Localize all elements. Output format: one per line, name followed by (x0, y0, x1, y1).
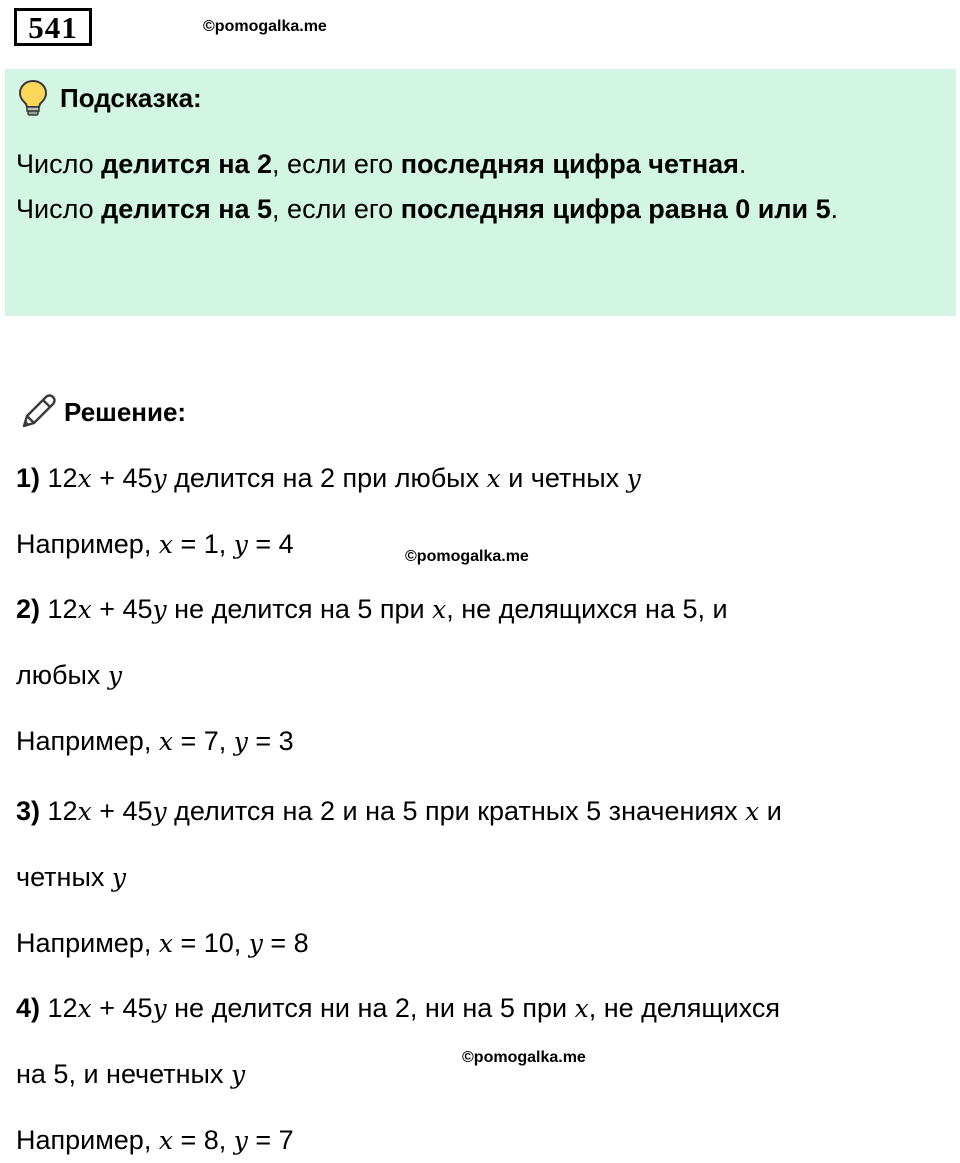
math-var: y (248, 929, 263, 958)
math-var: y (230, 1060, 246, 1089)
expr-plus: + (91, 993, 123, 1023)
hint-line-1-bold: делится на 2 (101, 149, 273, 179)
example-value: = 7, (172, 726, 234, 756)
item-text: , не делящихся (588, 993, 780, 1023)
hint-line-2 (16, 187, 941, 232)
example-value: = 10, (172, 928, 249, 958)
lightbulb-icon (18, 79, 48, 117)
hint-line-1-bold: последняя цифра четная (400, 149, 739, 179)
math-var: y (233, 1126, 248, 1155)
item-text: и (759, 796, 782, 826)
solution-item-4 (16, 990, 780, 1027)
math-var: x (745, 797, 760, 826)
math-var: y (111, 863, 126, 892)
hint-text (16, 142, 941, 232)
math-var: y (152, 994, 167, 1023)
hint-line-1 (16, 142, 941, 187)
item-text: любых (16, 660, 108, 690)
math-var: x (77, 797, 92, 826)
expr-plus: + (91, 796, 123, 826)
item-text: и четных (500, 463, 627, 493)
math-var: y (233, 530, 248, 559)
expr-coef: 45 (122, 796, 153, 826)
example-value: = 3 (247, 726, 294, 756)
hint-line-2-text: , если его (272, 194, 401, 224)
example-value: = 8 (262, 928, 309, 958)
item-text: не делится на 5 при (166, 594, 433, 624)
math-var: x (486, 464, 501, 493)
expr-coef: 45 (122, 993, 153, 1023)
expr-coef: 12 (47, 993, 78, 1023)
solution-item-2-cont (16, 657, 122, 694)
watermark: ©pomogalka.me (405, 548, 529, 565)
example-prefix: Например, (16, 529, 159, 559)
example-2 (16, 723, 294, 760)
math-var: x (158, 530, 173, 559)
math-var: y (107, 661, 123, 690)
example-value: = 7 (247, 1125, 294, 1155)
solution-item-3-cont (16, 859, 126, 896)
math-var: x (158, 1126, 173, 1155)
watermark: ©pomogalka.me (462, 1049, 586, 1066)
solution-header (18, 392, 186, 432)
math-var: y (152, 464, 167, 493)
watermark: ©pomogalka.me (203, 18, 327, 35)
math-var: x (158, 727, 173, 756)
math-var: x (158, 929, 173, 958)
math-var: x (77, 464, 92, 493)
item-text: на 5, и нечетных (16, 1059, 231, 1089)
hint-line-1-text: , если его (272, 149, 401, 179)
example-1 (16, 526, 294, 563)
pencil-icon (18, 392, 58, 432)
hint-line-2-text: Число (16, 194, 102, 224)
example-value: = 8, (172, 1125, 234, 1155)
expr-coef: 12 (47, 594, 78, 624)
math-var: y (152, 797, 167, 826)
solution-title: Решение: (64, 396, 187, 427)
expr-coef: 12 (47, 463, 78, 493)
example-value: = 4 (247, 529, 294, 559)
hint-line-2-bold: последняя цифра равна 0 или 5 (400, 194, 831, 224)
hint-title: Подсказка: (60, 82, 202, 113)
math-var: x (574, 994, 589, 1023)
hint-line-1-text: Число (16, 149, 102, 179)
expr-plus: + (91, 463, 123, 493)
math-var: x (77, 994, 92, 1023)
item-text: четных (16, 862, 112, 892)
problem-number: 541 (14, 8, 92, 46)
example-prefix: Например, (16, 726, 159, 756)
hint-line-2-text: . (830, 194, 839, 224)
expr-coef: 45 (122, 594, 153, 624)
item-text: не делится ни на 2, ни на 5 при (166, 993, 575, 1023)
example-value: = 1, (172, 529, 234, 559)
item-text: делится на 2 и на 5 при кратных 5 значениях (166, 796, 746, 826)
example-prefix: Например, (16, 928, 159, 958)
solution-item-1 (16, 460, 641, 497)
item-text: , не делящихся на 5, и (446, 594, 728, 624)
item-label: 2) (16, 594, 41, 624)
expr-plus: + (91, 594, 123, 624)
item-label: 3) (16, 796, 41, 826)
item-text: делится на 2 при любых (166, 463, 487, 493)
hint-line-1-text: . (738, 149, 747, 179)
hint-line-2-bold: делится на 5 (101, 194, 273, 224)
item-label: 1) (16, 463, 41, 493)
solution-item-4-cont (16, 1056, 245, 1093)
math-var: y (152, 595, 167, 624)
math-var: x (77, 595, 92, 624)
math-var: y (626, 464, 641, 493)
expr-coef: 45 (122, 463, 153, 493)
expr-coef: 12 (47, 796, 78, 826)
item-label: 4) (16, 993, 41, 1023)
example-3 (16, 925, 309, 962)
math-var: x (432, 595, 447, 624)
hint-header (18, 78, 202, 118)
math-var: y (233, 727, 248, 756)
solution-item-3 (16, 793, 782, 830)
solution-item-2 (16, 591, 728, 628)
example-prefix: Например, (16, 1125, 159, 1155)
example-4 (16, 1122, 294, 1159)
